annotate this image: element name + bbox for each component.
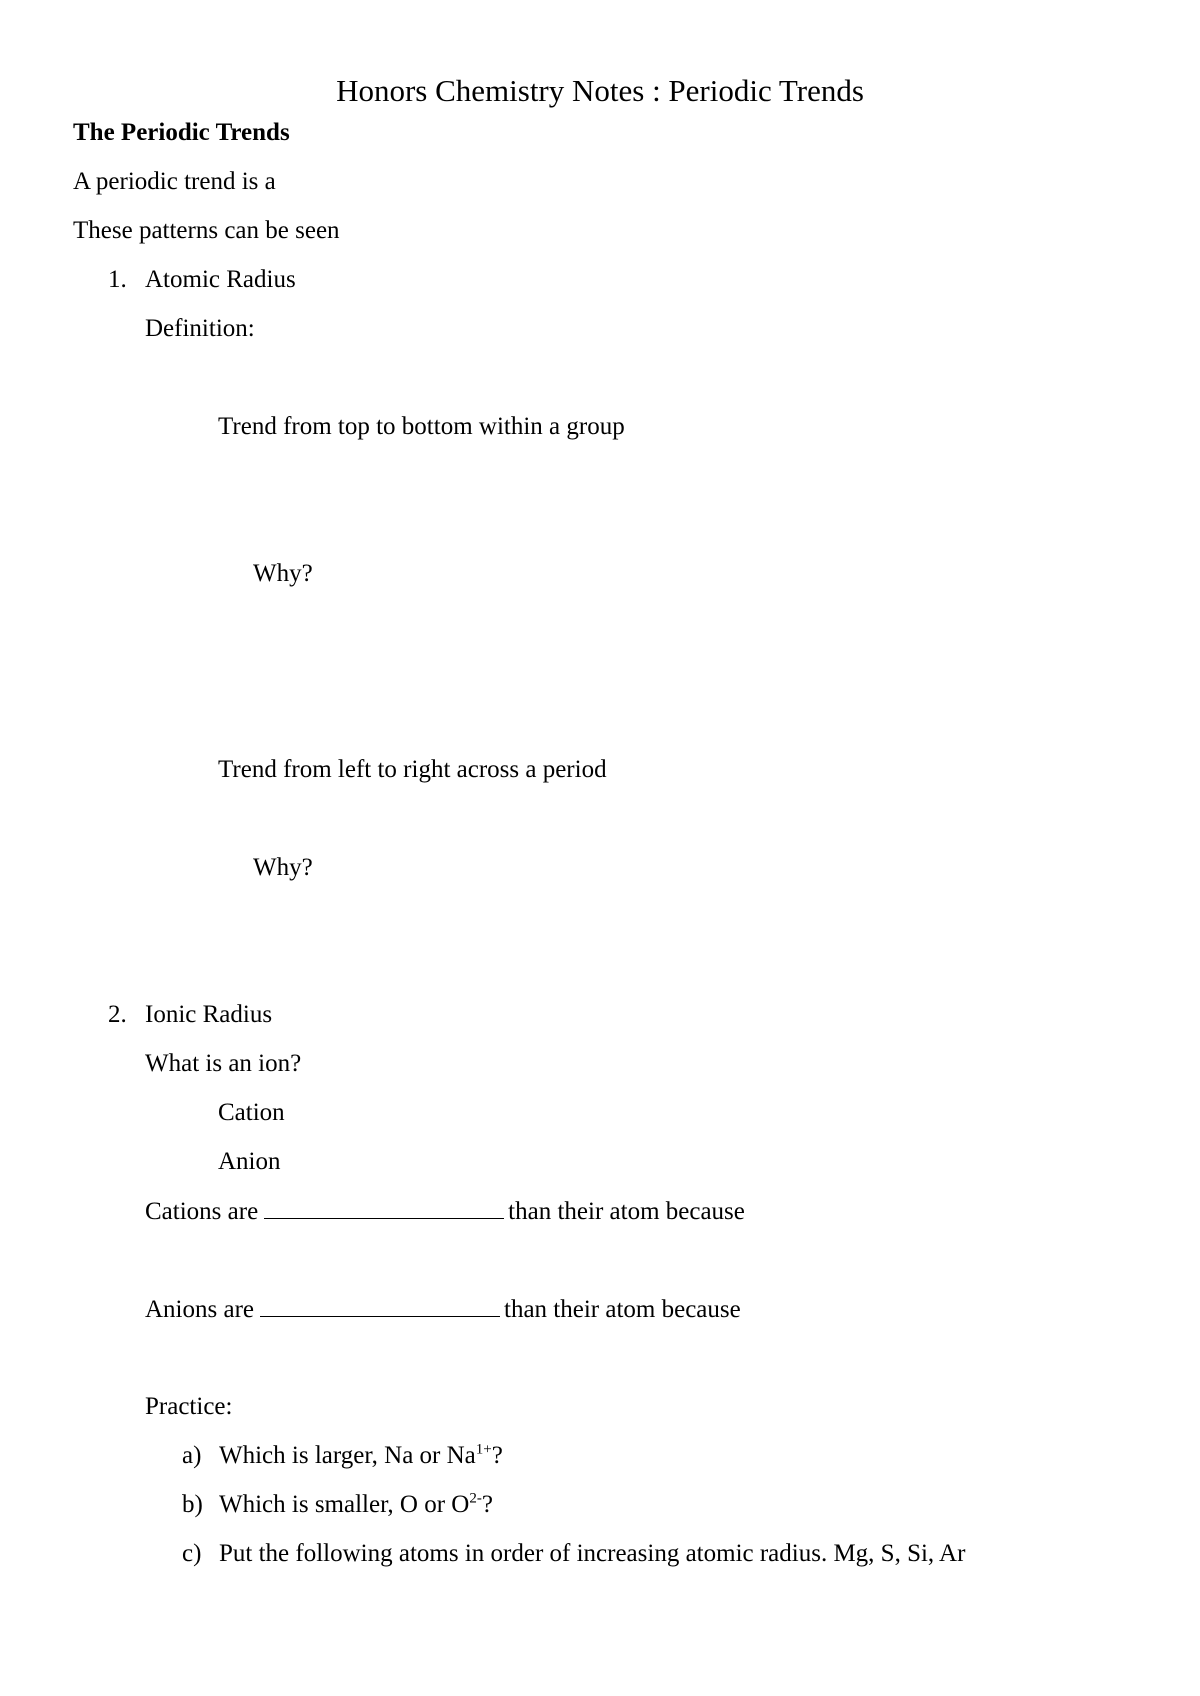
question-b-text: Which is smaller, O or O <box>219 1491 470 1518</box>
anions-prefix: Anions are <box>145 1296 254 1323</box>
question-a-end: ? <box>491 1442 503 1469</box>
cations-blank <box>264 1196 504 1219</box>
question-a-letter: a) <box>182 1442 202 1469</box>
trend-period-label: Trend from left to right across a period <box>218 756 607 783</box>
section-heading: The Periodic Trends <box>73 119 290 146</box>
question-c-text: Put the following atoms in order of increasing atomic radius. Mg, S, Si, Ar <box>219 1540 966 1567</box>
intro-line-2: These patterns can be seen <box>73 217 340 244</box>
cations-suffix: than their atom because <box>508 1198 745 1225</box>
why-label-2: Why? <box>253 854 313 881</box>
question-b-superscript: 2- <box>469 1490 482 1507</box>
why-label-1: Why? <box>253 560 313 587</box>
cations-sentence <box>145 1196 745 1227</box>
item-2-number: 2. <box>108 1001 127 1028</box>
item-2-label: Ionic Radius <box>145 1001 273 1028</box>
page-title: Honors Chemistry Notes : Periodic Trends <box>336 73 864 108</box>
question-b-letter: b) <box>182 1491 203 1518</box>
anions-blank <box>260 1294 500 1317</box>
item-1-heading <box>108 265 296 295</box>
item-1-label: Atomic Radius <box>145 266 296 293</box>
question-b-end: ? <box>481 1491 493 1518</box>
trend-group-label: Trend from top to bottom within a group <box>218 413 625 440</box>
anions-suffix: than their atom because <box>504 1296 741 1323</box>
practice-question-b <box>182 1490 493 1520</box>
item-1-number: 1. <box>108 266 127 293</box>
question-c-letter: c) <box>182 1540 202 1567</box>
practice-question-a <box>182 1441 503 1471</box>
question-a-text: Which is larger, Na or Na <box>219 1442 476 1469</box>
anion-label: Anion <box>218 1148 281 1175</box>
ion-question: What is an ion? <box>145 1050 302 1077</box>
question-a-superscript: 1+ <box>475 1441 492 1458</box>
definition-label: Definition: <box>145 315 255 342</box>
cation-label: Cation <box>218 1099 285 1126</box>
item-2-heading <box>108 1000 272 1030</box>
intro-line-1: A periodic trend is a <box>73 168 276 195</box>
practice-label: Practice: <box>145 1393 233 1420</box>
practice-question-c <box>182 1539 965 1569</box>
anions-sentence <box>145 1294 741 1325</box>
cations-prefix: Cations are <box>145 1198 259 1225</box>
